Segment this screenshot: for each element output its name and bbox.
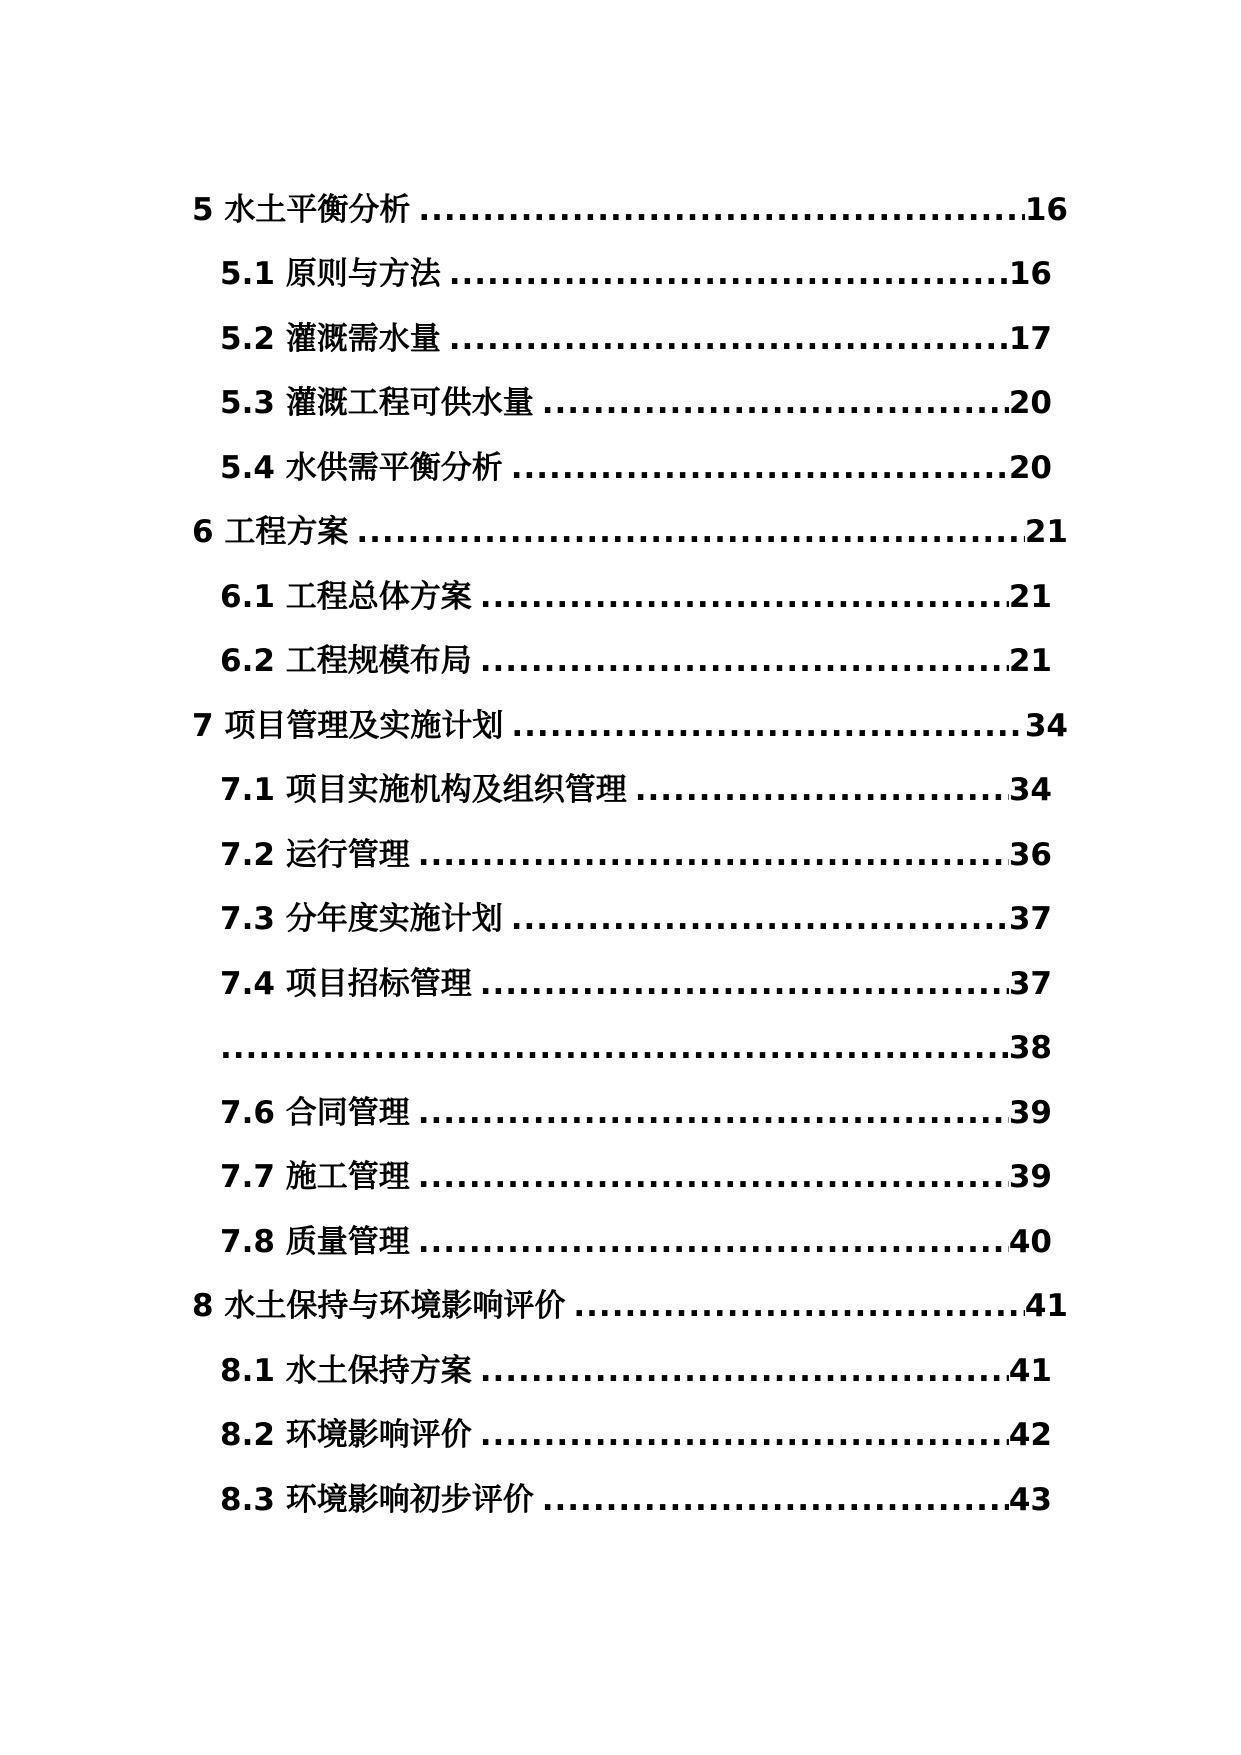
toc-page-number: 39 xyxy=(1008,1159,1052,1195)
dot-leader xyxy=(418,1153,1009,1201)
toc-page-number: 21 xyxy=(1008,579,1052,615)
toc-page-number: 16 xyxy=(1024,192,1068,228)
toc-entry-6-2[interactable] xyxy=(220,637,1052,685)
toc-entry-title: 5.2 灌溉需水量 xyxy=(220,321,441,357)
toc-entry-untitled[interactable] xyxy=(220,1024,1052,1072)
toc-entry-title: 7.6 合同管理 xyxy=(220,1095,410,1131)
toc-page-number: 21 xyxy=(1024,514,1068,550)
toc-entry-title: 8.2 环境影响评价 xyxy=(220,1417,472,1453)
toc-page-number: 36 xyxy=(1008,837,1052,873)
toc-page-number: 37 xyxy=(1008,901,1052,937)
toc-entry-7[interactable] xyxy=(192,702,1068,750)
toc-entry-title: 7.4 项目招标管理 xyxy=(220,966,472,1002)
toc-entry-7-8[interactable] xyxy=(220,1218,1052,1266)
toc-entry-8[interactable] xyxy=(192,1282,1068,1330)
toc-entry-title: 5.4 水供需平衡分析 xyxy=(220,450,503,486)
toc-entry-8-2[interactable] xyxy=(220,1411,1052,1459)
toc-page-number: 21 xyxy=(1008,643,1052,679)
toc-entry-7-3[interactable] xyxy=(220,895,1052,943)
dot-leader xyxy=(356,508,1024,556)
toc-entry-title: 6.2 工程规模布局 xyxy=(220,643,472,679)
toc-entry-5-2[interactable] xyxy=(220,315,1052,363)
toc-page-number: 43 xyxy=(1008,1482,1052,1518)
toc-page-number: 39 xyxy=(1008,1095,1052,1131)
dot-leader xyxy=(480,1411,1009,1459)
toc-entry-title: 8 水土保持与环境影响评价 xyxy=(192,1288,566,1324)
dot-leader xyxy=(220,1024,1009,1072)
toc-entry-title: 6 工程方案 xyxy=(192,514,349,550)
dot-leader xyxy=(418,831,1009,879)
toc-page-number: 20 xyxy=(1008,450,1052,486)
toc-entry-title: 7 项目管理及实施计划 xyxy=(192,708,504,744)
toc-entry-title: 8.1 水土保持方案 xyxy=(220,1353,472,1389)
dot-leader xyxy=(573,1282,1024,1330)
dot-leader xyxy=(418,186,1024,234)
dot-leader xyxy=(480,573,1009,621)
toc-page-number: 17 xyxy=(1008,321,1052,357)
toc-entry-title: 6.1 工程总体方案 xyxy=(220,579,472,615)
dot-leader xyxy=(511,444,1009,492)
toc-entry-7-6[interactable] xyxy=(220,1089,1052,1137)
toc-entry-title: 5.3 灌溉工程可供水量 xyxy=(220,385,534,421)
toc-entry-7-7[interactable] xyxy=(220,1153,1052,1201)
toc-page-number: 41 xyxy=(1024,1288,1068,1324)
toc-entry-title: 7.2 运行管理 xyxy=(220,837,410,873)
dot-leader xyxy=(635,766,1009,814)
toc-page-number: 40 xyxy=(1008,1224,1052,1260)
toc-entry-7-4[interactable] xyxy=(220,960,1052,1008)
dot-leader xyxy=(542,379,1009,427)
toc-page-number: 20 xyxy=(1008,385,1052,421)
toc-page-number: 41 xyxy=(1008,1353,1052,1389)
toc-page-number: 38 xyxy=(1008,1030,1052,1066)
toc-entry-title: 7.8 质量管理 xyxy=(220,1224,410,1260)
toc-entry-8-3[interactable] xyxy=(220,1476,1052,1524)
toc-page-number: 34 xyxy=(1008,772,1052,808)
toc-entry-7-1[interactable] xyxy=(220,766,1052,814)
toc-entry-5-4[interactable] xyxy=(220,444,1052,492)
toc-page-number: 16 xyxy=(1008,256,1052,292)
toc-entry-title: 8.3 环境影响初步评价 xyxy=(220,1482,534,1518)
dot-leader xyxy=(449,250,1009,298)
dot-leader xyxy=(542,1476,1009,1524)
dot-leader xyxy=(418,1218,1009,1266)
dot-leader xyxy=(511,895,1009,943)
toc-entry-6[interactable] xyxy=(192,508,1068,556)
toc-entry-title: 5 水土平衡分析 xyxy=(192,192,411,228)
toc-entry-title: 7.1 项目实施机构及组织管理 xyxy=(220,772,627,808)
toc-entry-7-2[interactable] xyxy=(220,831,1052,879)
toc-page-number: 34 xyxy=(1024,708,1068,744)
dot-leader xyxy=(480,1347,1009,1395)
toc-entry-title: 7.7 施工管理 xyxy=(220,1159,410,1195)
toc-entry-5[interactable] xyxy=(192,186,1068,234)
toc-entry-5-3[interactable] xyxy=(220,379,1052,427)
dot-leader xyxy=(480,960,1009,1008)
toc-entry-6-1[interactable] xyxy=(220,573,1052,621)
toc-entry-title: 5.1 原则与方法 xyxy=(220,256,441,292)
toc-page-number: 37 xyxy=(1008,966,1052,1002)
dot-leader xyxy=(511,702,1024,750)
toc-entry-8-1[interactable] xyxy=(220,1347,1052,1395)
dot-leader xyxy=(418,1089,1009,1137)
toc-entry-title: 7.3 分年度实施计划 xyxy=(220,901,503,937)
dot-leader xyxy=(449,315,1009,363)
dot-leader xyxy=(480,637,1009,685)
toc-page-number: 42 xyxy=(1008,1417,1052,1453)
toc-entry-5-1[interactable] xyxy=(220,250,1052,298)
